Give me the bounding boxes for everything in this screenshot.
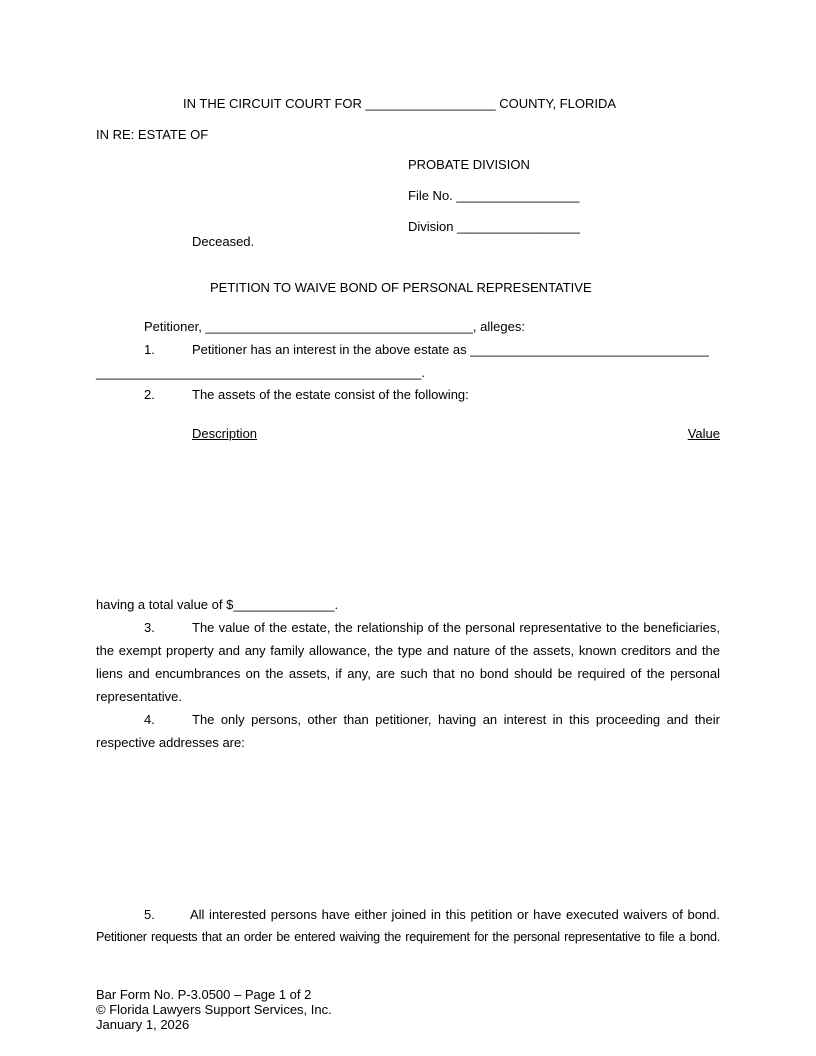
footer-date: January 1, 2026 <box>96 1017 190 1032</box>
item-5-number: 5. <box>144 907 155 922</box>
footer-form-number: Bar Form No. P-3.0500 – Page 1 of 2 <box>96 987 312 1002</box>
petition-title: PETITION TO WAIVE BOND OF PERSONAL REPRESENTATIVE <box>210 280 592 295</box>
item-4-line-2: respective addresses are: <box>96 735 245 750</box>
item-3-number: 3. <box>144 620 155 635</box>
item-3-line-1: The value of the estate, the relationship of the personal representative to the beneficiaries, <box>192 620 720 635</box>
division-line: Division _________________ <box>408 219 581 234</box>
total-value-line: having a total value of $______________. <box>96 597 339 612</box>
court-heading: IN THE CIRCUIT COURT FOR __________________ COUNTY, FLORIDA <box>183 96 617 111</box>
item-5-line-1: All interested persons have either joined in this petition or have executed waivers of bond. <box>190 907 720 922</box>
item-1-continuation: _____________________________________________. <box>96 365 425 380</box>
file-number-line: File No. _________________ <box>408 188 580 203</box>
item-1-text: Petitioner has an interest in the above estate as _________________________________ <box>192 342 709 357</box>
item-5-line-2: Petitioner requests that an order be entered waiving the requirement for the personal representative to file a bond. <box>96 930 720 944</box>
footer-copyright: © Florida Lawyers Support Services, Inc. <box>96 1002 332 1017</box>
probate-division-label: PROBATE DIVISION <box>408 157 530 172</box>
item-4-line-1: The only persons, other than petitioner, having an interest in this proceeding and their <box>192 712 720 727</box>
item-3-line-4: representative. <box>96 689 182 704</box>
item-2-text: The assets of the estate consist of the following: <box>192 387 469 402</box>
item-1-number: 1. <box>144 342 155 357</box>
item-2-number: 2. <box>144 387 155 402</box>
value-column-header: Value <box>687 426 720 441</box>
petitioner-line: Petitioner, _____________________________________, alleges: <box>144 319 525 334</box>
item-3-line-2: the exempt property and any family allowance, the type and nature of the assets, known creditors and the <box>96 643 720 658</box>
in-re-label: IN RE: ESTATE OF <box>96 127 209 142</box>
item-3-line-3: liens and encumbrances on the assets, if any, are such that no bond should be required of the personal <box>96 666 720 681</box>
item-4-number: 4. <box>144 712 155 727</box>
deceased-label: Deceased. <box>192 234 255 249</box>
description-column-header: Description <box>192 426 258 441</box>
